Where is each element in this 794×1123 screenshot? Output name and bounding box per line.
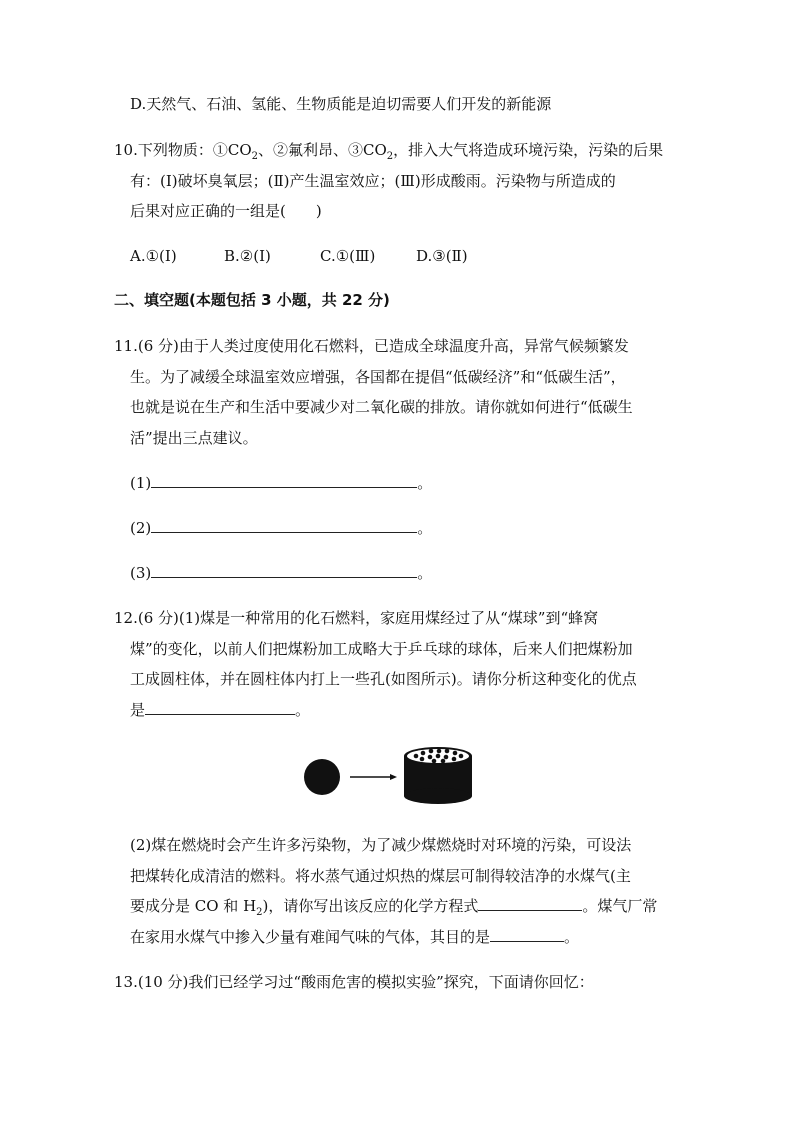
answer-blank[interactable]	[478, 896, 582, 911]
q12-part2-line-1: (2)煤在燃烧时会产生许多污染物，为了减少煤燃烧时对环境的污染，可设法	[130, 836, 632, 854]
coal-figure	[300, 742, 480, 808]
answer-blank[interactable]	[490, 927, 564, 942]
q10-line-3: 后果对应正确的一组是( )	[130, 202, 322, 220]
q11-line-4: 活”提出三点建议。	[130, 429, 258, 447]
coal-ball	[304, 759, 340, 795]
q11-answer-1: (1) 。	[130, 474, 433, 492]
q11-line-1: 11.(6 分)由于人类过度使用化石燃料，已造成全球温度升高，异常气候频繁发	[114, 337, 629, 355]
q10-option-b: B.②(Ⅰ)	[224, 247, 271, 265]
q12-line-4: 是 。	[130, 701, 311, 719]
q11-answer-3: (3) 。	[130, 564, 433, 582]
q13-line-1: 13.(10 分)我们已经学习过“酸雨危害的模拟实验”探究，下面请你回忆：	[114, 973, 594, 991]
q10-option-c: C.①(Ⅲ)	[320, 247, 376, 265]
answer-blank[interactable]	[151, 473, 417, 488]
q10-option-d: D.③(Ⅱ)	[416, 247, 468, 265]
honeycomb-briquette	[404, 747, 472, 804]
arrow-icon	[350, 774, 397, 780]
q11-answer-2: (2) 。	[130, 519, 433, 537]
q12-line-3: 工成圆柱体，并在圆柱体内打上一些孔(如图所示)。请你分析这种变化的优点	[130, 670, 637, 688]
q10-option-a: A.①(Ⅰ)	[130, 247, 177, 265]
q10-line-1: 10.下列物质：$①CO_2$、②氟利昂、$③CO_2$，排入大气将造成环境污染，污染的后果	[114, 141, 664, 162]
answer-blank[interactable]	[151, 518, 417, 533]
section-heading: 二、填空题(本题包括 3 小题，共 22 分)	[114, 291, 390, 309]
q12-part2-line-3: 要成分是 CO 和 $H_2$)，请你写出该反应的化学方程式 。煤气厂常	[130, 897, 658, 918]
q10-line-2: 有：(Ⅰ)破坏臭氧层；(Ⅱ)产生温室效应；(Ⅲ)形成酸雨。污染物与所造成的	[130, 172, 616, 190]
q12-line-2: 煤”的变化，以前人们把煤粉加工成略大于乒乓球的球体，后来人们把煤粉加	[130, 640, 633, 658]
q12-part2-line-4: 在家用水煤气中掺入少量有难闻气味的气体，其目的是 。	[130, 928, 580, 946]
q11-line-2: 生。为了减缓全球温室效应增强，各国都在提倡“低碳经济”和“低碳生活”，	[130, 368, 626, 386]
answer-blank[interactable]	[145, 700, 295, 715]
q12-line-1: 12.(6 分)(1)煤是一种常用的化石燃料，家庭用煤经过了从“煤球”到“蜂窝	[114, 609, 599, 627]
q11-line-3: 也就是说在生产和生活中要减少对二氧化碳的排放。请你就如何进行“低碳生	[130, 398, 633, 416]
answer-blank[interactable]	[151, 563, 417, 578]
q9-option-d: D.天然气、石油、氢能、生物质能是迫切需要人们开发的新能源	[130, 95, 552, 113]
q12-part2-line-2: 把煤转化成清洁的燃料。将水蒸气通过炽热的煤层可制得较洁净的水煤气(主	[130, 867, 631, 885]
